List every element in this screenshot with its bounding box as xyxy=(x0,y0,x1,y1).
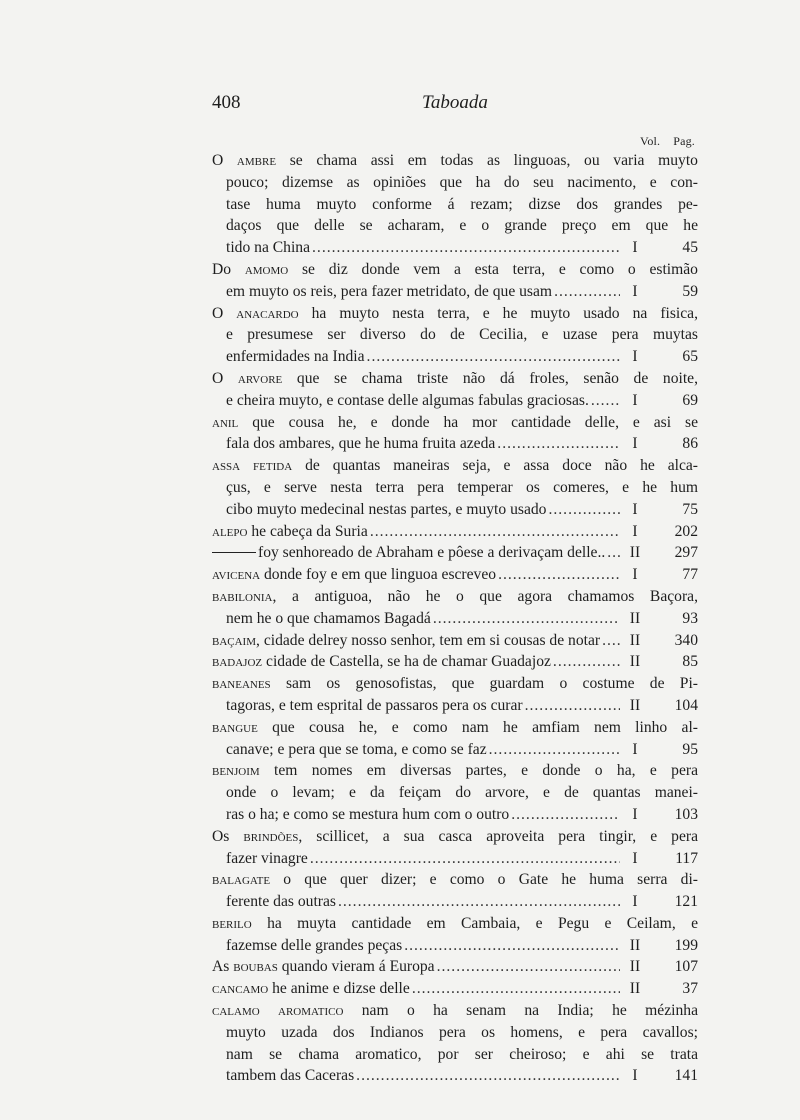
entry-last-line xyxy=(212,695,698,717)
entry-text xyxy=(226,499,546,521)
entry-line xyxy=(212,869,698,891)
entry-volume: I xyxy=(632,740,638,758)
index-entry xyxy=(212,956,698,978)
entry-last-line xyxy=(212,891,698,913)
entry-line-text: , cidade delrey nosso senhor, tem em si cousas de notar xyxy=(256,631,601,649)
index-entries xyxy=(212,150,698,1087)
entry-headword: amomo xyxy=(244,260,289,278)
entry-page: 141 xyxy=(674,1067,698,1085)
entry-line-text: onde o levam; e da feiçam do arvore, e de quantas manei- xyxy=(226,784,698,802)
entry-text xyxy=(226,174,698,191)
entry-text xyxy=(226,390,589,412)
entry-last-line xyxy=(212,804,698,826)
entry-text xyxy=(212,978,410,1000)
entry-page: 93 xyxy=(682,609,698,627)
index-entry xyxy=(212,521,698,543)
index-entry xyxy=(212,368,698,412)
index-entry xyxy=(212,978,698,1000)
entry-text xyxy=(226,479,698,496)
entry-article: Do xyxy=(212,260,245,278)
entry-line-text: he cabeça da Suria xyxy=(247,522,368,540)
dot-leader xyxy=(412,978,620,1000)
entry-line-text: tambem das Caceras xyxy=(226,1067,355,1085)
entry-text xyxy=(212,915,698,932)
entry-line xyxy=(212,1044,698,1066)
entry-article: O xyxy=(212,152,237,169)
entry-text xyxy=(226,237,310,259)
entry-volume: I xyxy=(632,239,638,257)
entry-text xyxy=(226,196,698,213)
entry-text xyxy=(212,152,698,169)
entry-line xyxy=(212,782,698,804)
entry-last-line xyxy=(212,978,698,1000)
entry-line xyxy=(212,455,698,477)
entry-text xyxy=(212,261,698,278)
entry-page: 75 xyxy=(682,500,698,518)
entry-page: 69 xyxy=(682,391,698,409)
entry-headword: balagate xyxy=(212,871,271,889)
dot-leader xyxy=(553,651,620,673)
index-entry xyxy=(212,673,698,717)
index-entry xyxy=(212,1000,698,1087)
entry-line xyxy=(212,673,698,695)
entry-line-text: se diz donde vem a esta terra, e como o estimão xyxy=(288,260,698,278)
entry-line-text: fazemse delle grandes peças xyxy=(226,936,403,954)
entry-line-text: he anime e dizse delle xyxy=(268,980,410,998)
entry-volume: II xyxy=(629,936,641,954)
index-entry xyxy=(212,586,698,630)
entry-last-line xyxy=(212,848,698,870)
entry-text xyxy=(212,956,435,978)
entry-headword: bangue xyxy=(212,718,258,736)
entry-headword: calamo aromatico xyxy=(212,1002,344,1020)
dot-leader xyxy=(489,739,620,761)
entry-line-text: daços que delle se acharam, e o grande preço em que he xyxy=(226,217,698,235)
index-entry xyxy=(212,412,698,456)
entry-page: 297 xyxy=(674,544,698,562)
entry-line xyxy=(212,477,698,499)
entry-last-line xyxy=(212,281,698,303)
entry-text xyxy=(226,217,698,234)
entry-volume: II xyxy=(629,980,641,998)
entry-last-line xyxy=(212,1065,698,1087)
entry-text xyxy=(226,326,698,343)
entry-last-line xyxy=(212,346,698,368)
entry-line xyxy=(212,303,698,325)
entry-text xyxy=(212,630,600,652)
entry-page: 95 xyxy=(682,740,698,758)
entry-line-text: em muyto os reis, pera fazer metridato, de que usam xyxy=(226,282,553,300)
entry-last-line xyxy=(212,521,698,543)
entry-text xyxy=(212,719,698,736)
entry-line-text: o que quer dizer; e como o Gate he huma serra di- xyxy=(270,871,698,889)
entry-page: 121 xyxy=(674,893,698,911)
index-entry xyxy=(212,760,698,825)
entry-headword: alepo xyxy=(212,522,248,540)
entry-text xyxy=(212,457,698,474)
entry-line-text: que se chama triste não dá froles, senão de noite, xyxy=(282,369,698,387)
entry-text xyxy=(226,804,509,826)
entry-line xyxy=(212,215,698,237)
entry-headword: anil xyxy=(212,413,239,431)
entry-line-text: tase huma muyto conforme á rezam; dizse dos grandes pe- xyxy=(226,195,698,213)
dot-leader xyxy=(511,804,620,826)
entry-line-text: , scillicet, a sua casca aproveita pera tingir, e pera xyxy=(298,827,698,845)
column-headers xyxy=(640,134,695,149)
index-entry xyxy=(212,542,698,564)
entry-headword: badajoz xyxy=(212,653,263,671)
entry-volume: I xyxy=(632,1067,638,1085)
entry-page: 59 xyxy=(682,282,698,300)
entry-line-text: ha muyta cantidade em Cambaia, e Pegu e Ceilam, e xyxy=(251,914,698,932)
entry-last-line xyxy=(212,630,698,652)
entry-page: 117 xyxy=(675,849,698,867)
entry-text xyxy=(226,935,402,957)
entry-article: O xyxy=(212,304,237,322)
entry-volume: II xyxy=(629,609,641,627)
entry-line-text: canave; e pera que se toma, e como se faz xyxy=(226,740,487,758)
entry-line-text: cibo muyto medecinal nestas partes, e muyto usado xyxy=(226,500,547,518)
entry-text xyxy=(212,542,605,564)
entry-last-line xyxy=(212,739,698,761)
entry-article: O xyxy=(212,369,238,387)
entry-line-text: e cheira muyto, e contase delle algumas fabulas graciosas. xyxy=(226,391,589,409)
entry-text xyxy=(212,675,698,692)
dot-leader xyxy=(548,499,620,521)
entry-page: 107 xyxy=(674,958,698,976)
entry-volume: II xyxy=(629,653,641,671)
entry-headword: anacardo xyxy=(236,304,299,322)
dot-leader xyxy=(367,346,620,368)
entry-headword: benjoim xyxy=(212,762,260,780)
index-entry xyxy=(212,869,698,913)
entry-page: 340 xyxy=(674,631,698,649)
entry-text xyxy=(212,370,698,387)
index-entry xyxy=(212,717,698,761)
entry-line-text: ha muyto nesta terra, e he muyto usado na fisica, xyxy=(298,304,699,322)
index-entry xyxy=(212,826,698,870)
entry-headword: boubas xyxy=(233,958,278,976)
running-header xyxy=(212,92,697,116)
index-entry xyxy=(212,150,698,259)
entry-line xyxy=(212,324,698,346)
entry-line-text: nam se chama aromatico, por ser cheiroso; e ahi se trata xyxy=(226,1045,698,1063)
index-entry xyxy=(212,630,698,652)
entry-line-text: quando vieram á Europa xyxy=(277,958,435,976)
running-title: Taboada xyxy=(422,92,488,113)
entry-page: 104 xyxy=(674,696,698,714)
dot-leader xyxy=(356,1065,620,1087)
entry-line xyxy=(212,194,698,216)
entry-text xyxy=(212,305,698,322)
ditto-dash xyxy=(212,552,256,553)
entry-text xyxy=(212,564,496,586)
entry-text xyxy=(226,433,495,455)
index-entry xyxy=(212,913,698,957)
entry-page: 37 xyxy=(682,980,698,998)
dot-leader xyxy=(497,433,620,455)
entry-volume: I xyxy=(632,435,638,453)
entry-text xyxy=(226,1065,354,1087)
entry-volume: I xyxy=(632,566,638,584)
entry-volume: I xyxy=(632,348,638,366)
entry-volume: I xyxy=(632,522,638,540)
entry-line-text: se chama assi em todas as linguoas, ou varia muyto xyxy=(276,152,698,169)
entry-line xyxy=(212,586,698,608)
dot-leader xyxy=(404,935,620,957)
entry-line xyxy=(212,760,698,782)
entry-last-line xyxy=(212,935,698,957)
entry-headword: berilo xyxy=(212,914,252,932)
entry-line xyxy=(212,826,698,848)
entry-line-text: que cousa he, e como nam he amfiam nem linho al- xyxy=(257,718,698,736)
entry-headword: ambre xyxy=(236,152,277,169)
entry-line xyxy=(212,172,698,194)
dot-leader xyxy=(554,281,620,303)
entry-line-text: de quantas maneiras seja, e assa doce não he alca- xyxy=(292,457,698,475)
entry-last-line xyxy=(212,237,698,259)
index-entry xyxy=(212,259,698,303)
dot-leader xyxy=(338,891,620,913)
entry-page: 86 xyxy=(682,435,698,453)
entry-line-text: ferente das outras xyxy=(226,893,336,911)
entry-headword: avicena xyxy=(212,566,261,584)
entry-text xyxy=(226,891,336,913)
entry-volume: II xyxy=(629,631,641,649)
page-number: 408 xyxy=(212,92,241,113)
entry-last-line xyxy=(212,499,698,521)
entry-line-text: çus, e serve nesta terra pera temperar os comeres, e he hum xyxy=(226,478,698,496)
entry-headword: baneanes xyxy=(212,675,271,693)
entry-last-line xyxy=(212,564,698,586)
entry-last-line xyxy=(212,651,698,673)
entry-volume: II xyxy=(629,958,641,976)
entry-line-text: muyto uzada dos Indianos pera os homens, e pera cavallos; xyxy=(226,1023,698,1041)
dot-leader xyxy=(498,564,620,586)
entry-article: Os xyxy=(212,827,244,845)
entry-volume: I xyxy=(632,500,638,518)
dot-leader xyxy=(591,390,620,412)
entry-text xyxy=(212,828,698,845)
entry-text xyxy=(226,695,523,717)
entry-text xyxy=(226,739,487,761)
entry-headword: brindões xyxy=(243,827,299,845)
entry-line xyxy=(212,150,698,172)
entry-text xyxy=(226,784,698,801)
entry-page: 65 xyxy=(682,348,698,366)
entry-volume: I xyxy=(632,391,638,409)
entry-page: 103 xyxy=(674,805,698,823)
entry-line-text: fala dos ambares, que he huma fruita azeda xyxy=(226,435,496,453)
entry-text xyxy=(226,346,365,368)
entry-line xyxy=(212,1022,698,1044)
entry-headword: babilonia xyxy=(212,587,273,605)
entry-line-text: pouco; dizemse as opiniões que ha do seu nacimento, e con- xyxy=(226,173,698,191)
entry-text xyxy=(212,651,551,673)
entry-line-text: que cousa he, e donde ha mor cantidade delle, e asi se xyxy=(238,413,698,431)
entry-volume: II xyxy=(629,544,641,562)
entry-text xyxy=(212,414,698,431)
entry-text xyxy=(212,1002,698,1019)
entry-text xyxy=(226,1024,698,1041)
dot-leader xyxy=(433,608,620,630)
pag-column-header: Pag. xyxy=(673,134,696,148)
entry-headword: baçaim xyxy=(212,631,257,649)
entry-text xyxy=(212,871,698,888)
entry-last-line xyxy=(212,433,698,455)
entry-page: 77 xyxy=(682,566,698,584)
entry-page: 202 xyxy=(674,522,698,540)
entry-line-text: tem nomes em diversas partes, e donde o ha, e pera xyxy=(259,762,698,780)
index-entry xyxy=(212,651,698,673)
entry-volume: II xyxy=(629,696,641,714)
entry-line-text: tido na China xyxy=(226,239,311,257)
entry-page: 85 xyxy=(682,653,698,671)
entry-headword: cancamo xyxy=(212,980,269,998)
entry-line-text: , a antiguoa, não he o que agora chamamos Baçora, xyxy=(272,587,698,605)
entry-volume: I xyxy=(632,893,638,911)
index-entry xyxy=(212,455,698,520)
entry-last-line xyxy=(212,390,698,412)
entry-headword: assa fetida xyxy=(212,457,293,475)
dot-leader xyxy=(370,521,620,543)
entry-volume: I xyxy=(632,282,638,300)
entry-last-line xyxy=(212,542,698,564)
index-entry xyxy=(212,303,698,368)
entry-line-text: foy senhoreado de Abraham e pôese a derivaçam delle.. xyxy=(258,544,606,562)
entry-line xyxy=(212,412,698,434)
entry-line xyxy=(212,368,698,390)
dot-leader xyxy=(437,956,620,978)
entry-text xyxy=(226,281,552,303)
entry-line-text: nam o ha senam na India; he mézinha xyxy=(343,1002,698,1020)
entry-line-text: fazer vinagre xyxy=(226,849,308,867)
entry-volume: I xyxy=(632,849,638,867)
entry-line-text: donde foy e em que linguoa escreveo xyxy=(260,566,497,584)
entry-line-text: tagoras, e tem esprital de passaros pera os curar xyxy=(226,696,523,714)
entry-line-text: ras o ha; e como se mestura hum com o outro xyxy=(226,805,510,823)
dot-leader xyxy=(312,237,620,259)
entry-line-text: e presumese ser diverso do de Cecilia, e uzase pera muytas xyxy=(226,326,698,344)
entry-text xyxy=(212,588,698,605)
entry-article: As xyxy=(212,958,234,976)
entry-last-line xyxy=(212,608,698,630)
dot-leader xyxy=(602,630,620,652)
entry-line xyxy=(212,913,698,935)
index-entry xyxy=(212,564,698,586)
dot-leader xyxy=(310,848,620,870)
entry-volume: I xyxy=(632,805,638,823)
entry-text xyxy=(226,848,308,870)
vol-column-header: Vol. xyxy=(640,134,661,148)
entry-line xyxy=(212,259,698,281)
entry-line-text: cidade de Castella, se ha de chamar Guadajoz xyxy=(262,653,551,671)
entry-text xyxy=(212,521,368,543)
entry-text xyxy=(226,608,431,630)
dot-leader xyxy=(525,695,620,717)
entry-line xyxy=(212,717,698,739)
entry-page: 45 xyxy=(682,239,698,257)
dot-leader xyxy=(607,542,620,564)
entry-page: 199 xyxy=(674,936,698,954)
entry-headword: arvore xyxy=(237,369,283,387)
entry-text xyxy=(226,1046,698,1063)
entry-text xyxy=(212,762,698,779)
entry-line-text: sam os genosofistas, que guardam o costume de Pi- xyxy=(270,675,698,693)
entry-last-line xyxy=(212,956,698,978)
entry-line-text: nem he o que chamamos Bagadá xyxy=(226,609,431,627)
entry-line-text: enfermidades na India xyxy=(226,348,365,366)
entry-line xyxy=(212,1000,698,1022)
